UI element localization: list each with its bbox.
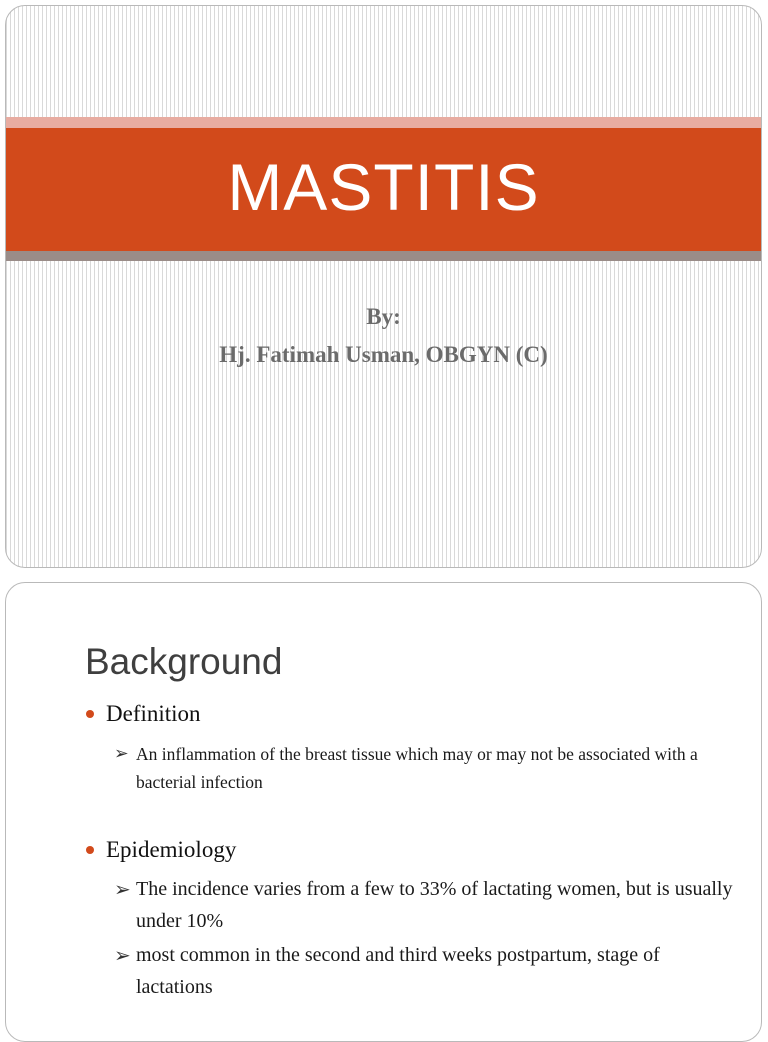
author-name: Hj. Fatimah Usman, OBGYN (C) — [219, 342, 548, 367]
slide-heading: Background — [85, 641, 283, 682]
byline-label: By: — [366, 304, 401, 329]
bullet-label: Definition — [106, 701, 201, 726]
title-band-bottom-stripe — [6, 251, 761, 261]
slide-title: MASTITIS — [227, 149, 540, 224]
sub-bullet-text: The incidence varies from a few to 33% of lactating women, but is usually under 10% — [136, 878, 733, 932]
bullet-dot-icon — [86, 846, 94, 854]
sub-bullet — [114, 873, 734, 937]
bullet-dot-icon — [86, 710, 94, 718]
title-band-top-stripe — [6, 117, 761, 128]
bullet-epidemiology — [86, 837, 236, 863]
sub-bullet — [114, 740, 734, 796]
sub-bullet — [114, 939, 734, 1003]
bullet-label: Epidemiology — [106, 837, 237, 862]
arrow-bullet-icon: ➢ — [114, 943, 131, 967]
sub-bullet-text: An inflammation of the breast tissue which may or may not be associated with a bacterial infection — [136, 744, 698, 792]
arrow-bullet-icon: ➢ — [114, 744, 129, 764]
background-slide — [5, 582, 762, 1042]
title-slide — [5, 5, 762, 568]
sub-bullet-text: most common in the second and third weeks postpartum, stage of lactations — [136, 944, 660, 998]
arrow-bullet-icon: ➢ — [114, 877, 131, 901]
bullet-definition — [86, 701, 201, 727]
